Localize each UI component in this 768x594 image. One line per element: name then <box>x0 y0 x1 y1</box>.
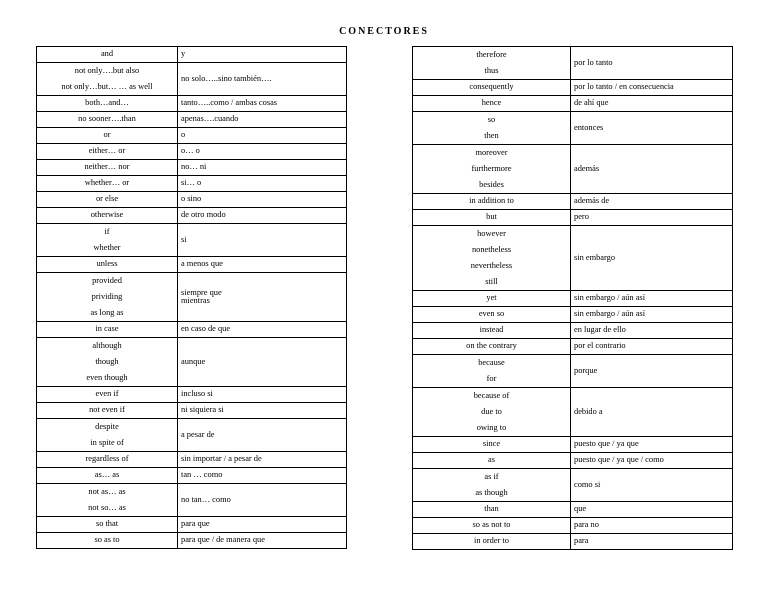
spanish-translation: si <box>181 234 187 244</box>
spanish-translation: por lo tanto / en consecuencia <box>574 82 674 92</box>
table-row <box>413 96 733 112</box>
spanish-translation: aunque <box>181 356 206 366</box>
table-row <box>413 339 733 355</box>
spanish-translation-cell <box>571 47 733 80</box>
spanish-translation: tanto…..como / ambas cosas <box>181 98 278 108</box>
english-connector: whether… or <box>84 178 130 188</box>
spanish-translation-cell <box>178 208 347 224</box>
table-row <box>413 307 733 323</box>
spanish-translation: ni siquiera si <box>181 405 224 415</box>
table-row <box>413 437 733 453</box>
english-connector-cell <box>413 339 571 355</box>
spanish-translation-cell <box>178 63 347 96</box>
english-connector: nevertheless <box>470 261 513 270</box>
english-connector: than <box>484 504 499 514</box>
table-row <box>37 144 347 160</box>
english-connector: so <box>487 115 496 124</box>
english-connector-cell <box>37 176 178 192</box>
table-row <box>413 194 733 210</box>
spanish-translation-cell <box>571 80 733 96</box>
english-connector-cell <box>413 502 571 518</box>
spanish-translation: debido a <box>574 406 603 416</box>
table-row <box>37 63 347 96</box>
table-row <box>413 80 733 96</box>
spanish-translation: pero <box>574 212 589 222</box>
spanish-translation-cell <box>178 176 347 192</box>
table-row <box>413 518 733 534</box>
english-connector-cell <box>37 208 178 224</box>
table-row <box>413 534 733 550</box>
spanish-translation-cell <box>571 437 733 453</box>
table-row <box>413 291 733 307</box>
english-connector: though <box>95 357 119 366</box>
english-connector-cell <box>413 47 571 80</box>
spanish-translation: por lo tanto <box>574 57 613 67</box>
english-connector: although <box>92 341 122 350</box>
spanish-translation-cell <box>178 468 347 484</box>
table-row <box>37 160 347 176</box>
english-connector-cell <box>413 96 571 112</box>
english-connector-cell <box>413 388 571 437</box>
table-row <box>37 224 347 257</box>
spanish-translation-cell <box>571 194 733 210</box>
table-row <box>37 128 347 144</box>
table-row <box>37 484 347 517</box>
english-connector: despite <box>95 422 119 431</box>
spanish-translation: sin importar / a pesar de <box>181 454 262 464</box>
spanish-translation: puesto que / ya que / como <box>574 455 664 465</box>
table-row <box>413 453 733 469</box>
english-connector: as <box>488 455 495 465</box>
spanish-translation: por el contrario <box>574 341 626 351</box>
spanish-translation: como si <box>574 479 601 489</box>
table-row <box>37 387 347 403</box>
table-row <box>37 47 347 63</box>
english-connector: provided <box>92 276 122 285</box>
spanish-translation-cell <box>178 452 347 468</box>
english-connector-cell <box>413 226 571 291</box>
spanish-translation: si… o <box>181 178 202 188</box>
spanish-translation: de ahí que <box>574 98 609 108</box>
spanish-translation-cell <box>571 518 733 534</box>
english-connector: as if <box>484 472 499 481</box>
english-connector: even though <box>86 373 128 382</box>
spanish-translation: además <box>574 163 600 173</box>
spanish-translation: o <box>181 130 186 140</box>
table-row <box>37 112 347 128</box>
spanish-translation: o sino <box>181 194 202 204</box>
english-connector: otherwise <box>90 210 124 220</box>
spanish-translation-cell <box>571 323 733 339</box>
english-connector-cell <box>37 484 178 517</box>
english-connector: and <box>100 49 114 59</box>
table-row <box>37 257 347 273</box>
english-connector: in case <box>95 324 119 334</box>
spanish-translation: sin embargo / aún así <box>574 293 646 303</box>
english-connector: instead <box>479 325 504 335</box>
table-row <box>37 176 347 192</box>
spanish-translation-cell <box>571 112 733 145</box>
spanish-translation-cell <box>571 453 733 469</box>
spanish-translation: puesto que / ya que <box>574 439 639 449</box>
spanish-translation: a pesar de <box>181 429 215 439</box>
english-connector: if <box>104 227 110 236</box>
english-connector-cell <box>413 355 571 388</box>
english-connector-cell <box>37 47 178 63</box>
english-connector-cell <box>413 453 571 469</box>
spanish-translation-cell <box>571 96 733 112</box>
table-row <box>413 355 733 388</box>
english-connector: on the contrary <box>466 341 517 351</box>
spanish-translation: sin embargo / aún así <box>574 309 646 319</box>
table-row <box>37 338 347 387</box>
english-connector-cell <box>37 533 178 549</box>
english-connector-cell <box>37 160 178 176</box>
table-row <box>413 112 733 145</box>
spanish-translation: no… ni <box>181 162 207 172</box>
english-connector: yet <box>486 293 497 303</box>
spanish-translation-cell <box>571 502 733 518</box>
table-row <box>37 533 347 549</box>
table-row <box>413 145 733 194</box>
english-connector: hence <box>481 98 502 108</box>
english-connector: not only…but… … as well <box>61 82 153 91</box>
table-row <box>37 468 347 484</box>
english-connector: even if <box>95 389 119 399</box>
english-connector-cell <box>37 112 178 128</box>
spanish-translation: no tan… como <box>181 494 231 504</box>
table-row <box>37 419 347 452</box>
spanish-translation: sin embargo <box>574 252 616 262</box>
english-connector-cell <box>413 323 571 339</box>
english-connector: either… or <box>88 146 126 156</box>
english-connector: so that <box>95 519 119 529</box>
english-connector: because <box>478 358 505 367</box>
spanish-translation: no solo…..sino también…. <box>181 73 272 83</box>
english-connector: due to <box>481 407 502 416</box>
spanish-translation: o… o <box>181 146 200 156</box>
spanish-translation-cell <box>178 273 347 322</box>
spanish-translation-cell <box>571 226 733 291</box>
english-connector-cell <box>37 403 178 419</box>
english-connector-cell <box>413 469 571 502</box>
english-connector: neither… nor <box>84 162 130 172</box>
english-connector-cell <box>37 419 178 452</box>
english-connector: since <box>482 439 501 449</box>
english-connector: besides <box>479 180 504 189</box>
english-connector: or <box>103 130 111 140</box>
spanish-translation-cell <box>178 419 347 452</box>
spanish-translation-cell <box>178 517 347 533</box>
english-connector-cell <box>37 257 178 273</box>
table-row <box>37 452 347 468</box>
spanish-translation: porque <box>574 365 598 375</box>
spanish-translation-cell <box>571 291 733 307</box>
english-connector: both…and… <box>85 98 129 108</box>
spanish-translation-cell <box>178 403 347 419</box>
english-connector: however <box>477 229 506 238</box>
english-connector: because of <box>473 391 510 400</box>
table-row <box>413 323 733 339</box>
spanish-translation: para que / de manera que <box>181 535 265 545</box>
table-row <box>37 96 347 112</box>
spanish-translation-cell <box>571 307 733 323</box>
spanish-translation-cell <box>178 112 347 128</box>
spanish-translation-cell <box>178 533 347 549</box>
spanish-translation-cell <box>178 224 347 257</box>
english-connector: furthermore <box>471 164 512 173</box>
spanish-translation-cell <box>571 469 733 502</box>
spanish-translation-cell <box>178 484 347 517</box>
english-connector: in spite of <box>90 438 124 447</box>
spanish-translation-cell <box>178 128 347 144</box>
english-connector: nonetheless <box>471 245 512 254</box>
english-connector-cell <box>413 291 571 307</box>
english-connector: as long as <box>90 308 124 317</box>
table-row <box>413 210 733 226</box>
english-connector: moreover <box>475 148 508 157</box>
english-connector-cell <box>413 112 571 145</box>
spanish-translation-cell <box>178 192 347 208</box>
english-connector: for <box>486 374 497 383</box>
spanish-translation-cell <box>178 257 347 273</box>
english-connector: unless <box>96 259 118 269</box>
english-connector: even so <box>478 309 505 319</box>
english-connector: no sooner….than <box>78 114 136 124</box>
english-connector: whether <box>93 243 121 252</box>
table-row <box>413 502 733 518</box>
english-connector: therefore <box>476 50 507 59</box>
spanish-translation: para <box>574 536 589 546</box>
english-connector: in addition to <box>469 196 514 206</box>
spanish-translation: para no <box>574 520 599 530</box>
spanish-translation: además de <box>574 196 610 206</box>
spanish-translation: en caso de que <box>181 324 231 334</box>
spanish-translation: que <box>574 504 587 514</box>
english-connector: so as not to <box>472 520 511 530</box>
spanish-translation: entonces <box>574 122 604 132</box>
english-connector-cell <box>37 273 178 322</box>
english-connector-cell <box>413 80 571 96</box>
english-connector-cell <box>37 322 178 338</box>
english-connector-cell <box>37 128 178 144</box>
english-connector: as… as <box>94 470 120 480</box>
english-connector: in order to <box>474 536 509 546</box>
table-row <box>37 273 347 322</box>
spanish-translation-cell <box>178 47 347 63</box>
english-connector: not so… as <box>88 503 126 512</box>
spanish-translation-cell <box>571 339 733 355</box>
english-connector-cell <box>37 96 178 112</box>
english-connector-cell <box>37 452 178 468</box>
spanish-translation: y <box>181 49 186 59</box>
english-connector: not even if <box>89 405 125 415</box>
english-connector-cell <box>37 224 178 257</box>
table-row <box>37 517 347 533</box>
spanish-translation-cell <box>178 387 347 403</box>
spanish-translation: siempre que mientras <box>181 287 222 305</box>
spanish-translation-cell <box>571 355 733 388</box>
english-connector-cell <box>413 534 571 550</box>
english-connector-cell <box>413 518 571 534</box>
english-connector-cell <box>413 145 571 194</box>
spanish-translation: a menos que <box>181 259 223 269</box>
spanish-translation: apenas….cuando <box>181 114 239 124</box>
english-connector-cell <box>413 194 571 210</box>
english-connector: still <box>485 277 498 286</box>
english-connector-cell <box>37 63 178 96</box>
spanish-translation-cell <box>571 534 733 550</box>
spanish-translation-cell <box>178 160 347 176</box>
spanish-translation: para que <box>181 519 210 529</box>
spanish-translation-cell <box>571 145 733 194</box>
spanish-translation-cell <box>571 388 733 437</box>
spanish-translation: de otro modo <box>181 210 226 220</box>
table-row <box>413 388 733 437</box>
spanish-translation-cell <box>178 96 347 112</box>
spanish-translation-cell <box>178 322 347 338</box>
english-connector: so as to <box>94 535 120 545</box>
english-connector: prividing <box>91 292 123 301</box>
table-row <box>37 208 347 224</box>
spanish-translation: en lugar de ello <box>574 325 626 335</box>
spanish-translation-cell <box>178 338 347 387</box>
english-connector-cell <box>37 517 178 533</box>
english-connector: or else <box>95 194 119 204</box>
english-connector-cell <box>413 210 571 226</box>
english-connector-cell <box>37 192 178 208</box>
english-connector-cell <box>413 307 571 323</box>
english-connector: owing to <box>476 423 507 432</box>
spanish-translation-cell <box>571 210 733 226</box>
english-connector: but <box>486 212 497 222</box>
english-connector: as though <box>475 488 508 497</box>
english-connector-cell <box>37 338 178 387</box>
table-row <box>413 226 733 291</box>
english-connector: regardless of <box>85 454 129 464</box>
english-connector: not only….but also <box>74 66 140 75</box>
spanish-translation: tan … como <box>181 470 223 480</box>
page-title: CONECTORES <box>339 26 429 37</box>
spanish-translation-cell <box>178 144 347 160</box>
english-connector-cell <box>37 387 178 403</box>
english-connector: thus <box>484 66 499 75</box>
connectors-table-left <box>36 46 347 549</box>
english-connector: then <box>484 131 499 140</box>
table-row <box>37 322 347 338</box>
table-row <box>37 192 347 208</box>
english-connector-cell <box>37 144 178 160</box>
english-connector: consequently <box>469 82 514 92</box>
spanish-translation: incluso si <box>181 389 213 399</box>
english-connector-cell <box>37 468 178 484</box>
connectors-table-right <box>412 46 733 550</box>
table-row <box>413 47 733 80</box>
english-connector-cell <box>413 437 571 453</box>
english-connector: not as… as <box>88 487 126 496</box>
table-row <box>413 469 733 502</box>
table-row <box>37 403 347 419</box>
